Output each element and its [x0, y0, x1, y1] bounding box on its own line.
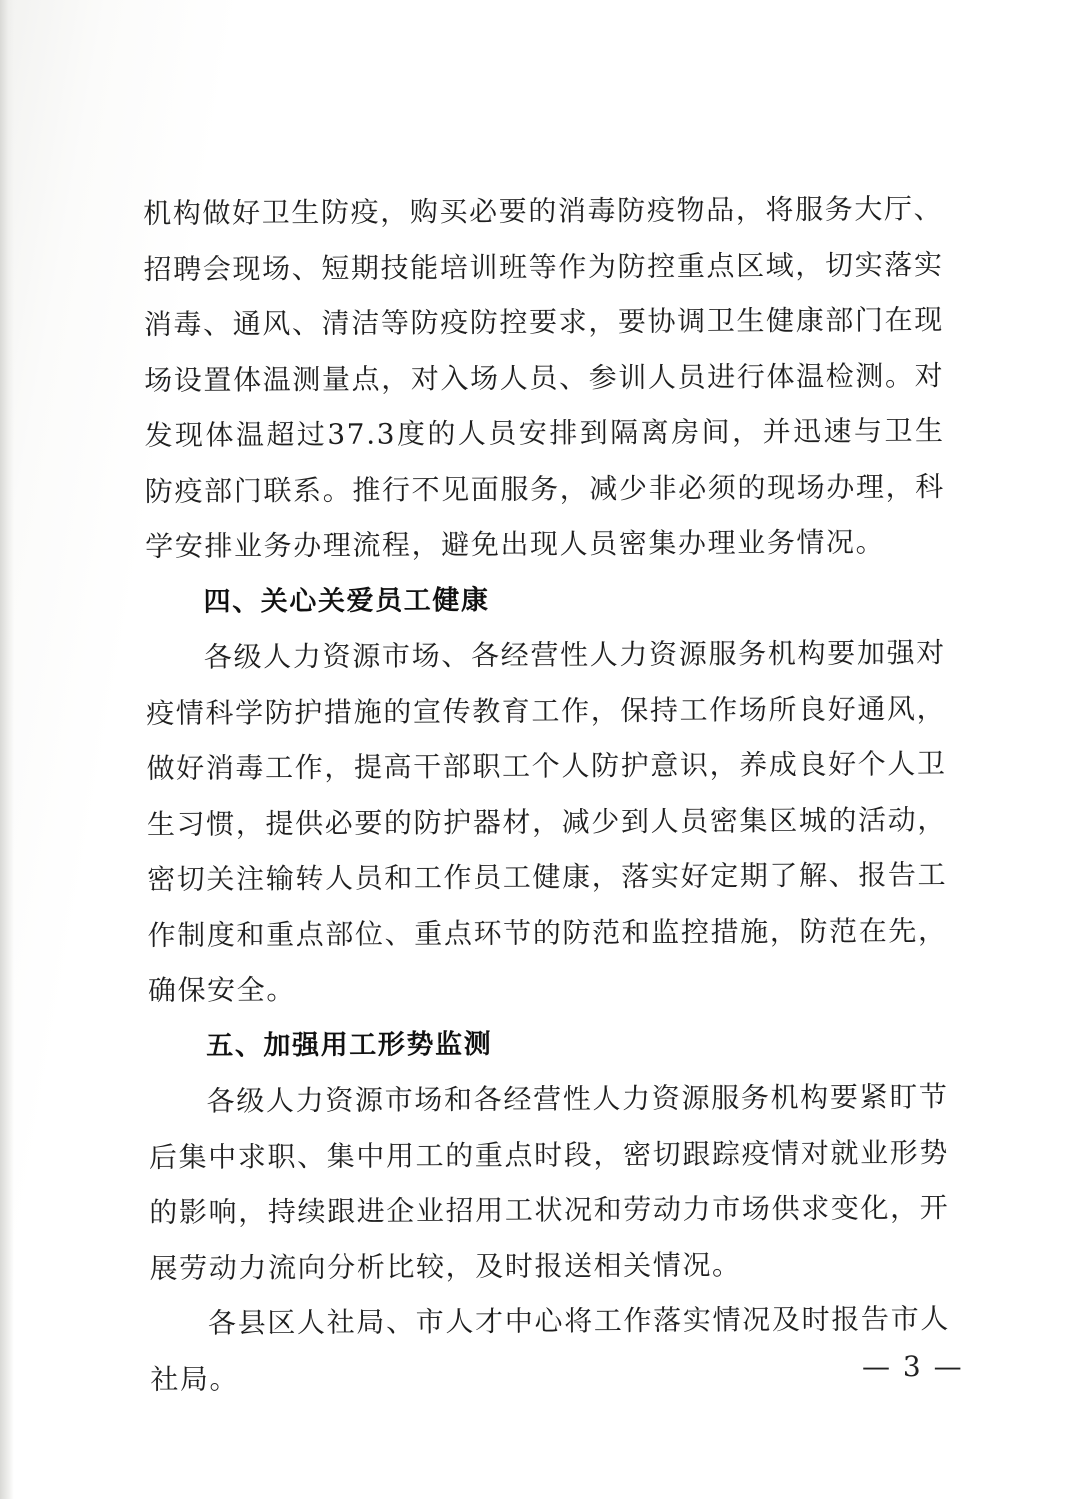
- page-edge-shadow: [0, 0, 14, 1499]
- document-body: [143, 181, 950, 1407]
- paragraph-employment-monitoring: 各级人力资源市场和各经营性人力资源服务机构要紧盯节后集中求职、集中用工的重点时段，密切跟踪疫情对就业形势的影响，持续跟进企业招用工状况和劳动力市场供求变化，开展劳动力流向分析比较，及时报送相关情况。: [148, 1080, 950, 1285]
- section-heading-5: 五、加强用工形势监测: [206, 1028, 493, 1062]
- paragraph-employee-health: 各级人力资源市场、各经营性人力资源服务机构要加强对疫情科学防护措施的宣传教育工作，保持工作场所良好通风，做好消毒工作，提高干部职工个人防护意识，养成良好个人卫生习惯，提供必要的防护器材，减少到人员密集区城的活动，密切关注输转人员和工作员工健康，落实好定期了解、报告工作制度和重点部位、重点环节的防范和监控措施，防范在先，确保安全。: [146, 636, 948, 1007]
- section-heading-4: 四、关心关爱员工健康: [203, 584, 490, 618]
- paragraph-reporting: 各县区人社局、市人才中心将工作落实情况及时报告市人社局。: [150, 1302, 951, 1396]
- paragraph-continuation: 机构做好卫生防疫，购买必要的消毒防疫物品，将服务大厅、招聘会现场、短期技能培训班等作为防控重点区域，切实落实消毒、通风、清洁等防疫防控要求，要协调卫生健康部门在现场设置体温测量点，对入场人员、参训人员进行体温检测。对发现体温超过37.3度的人员安排到隔离房间，并迅速与卫生防疫部门联系。推行不见面服务，减少非必须的现场办理，科学安排业务办理流程，避免出现人员密集办理业务情况。: [143, 192, 945, 563]
- page-number: — 3 —: [862, 1350, 964, 1383]
